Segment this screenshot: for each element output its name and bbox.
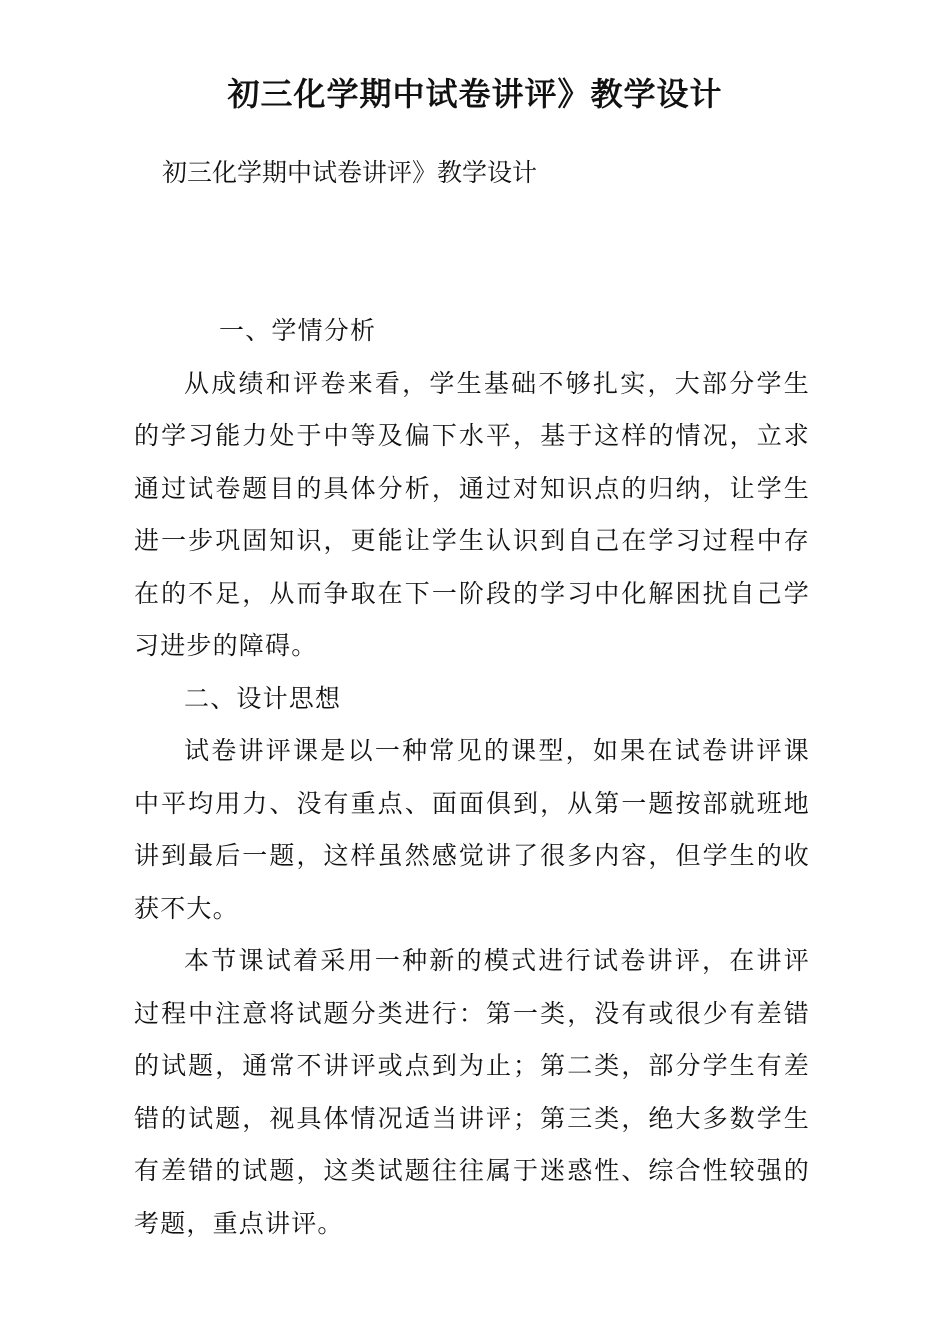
document-subtitle: 初三化学期中试卷讲评》教学设计 bbox=[162, 158, 538, 187]
paragraph-design-idea-1: 试卷讲评课是以一种常见的课型，如果在试卷讲评课中平均用力、没有重点、面面俱到，从第一题按部就班地讲到最后一题，这样虽然感觉讲了很多内容，但学生的收获不大。 bbox=[134, 736, 810, 923]
section-heading-student-analysis: 一、学情分析 bbox=[219, 316, 377, 345]
document-body bbox=[134, 305, 810, 1250]
document-title: 初三化学期中试卷讲评》教学设计 bbox=[227, 75, 723, 113]
paragraph-student-analysis: 从成绩和评卷来看，学生基础不够扎实，大部分学生的学习能力处于中等及偏下水平，基于这样的情况，立求通过试卷题目的具体分析，通过对知识点的归纳，让学生进一步巩固知识，更能让学生认识到自己在学习过程中存在的不足，从而争取在下一阶段的学习中化解困扰自己学习进步的障碍。 bbox=[134, 368, 810, 660]
paragraph-design-idea-2: 本节课试着采用一种新的模式进行试卷讲评，在讲评过程中注意将试题分类进行：第一类，没有或很少有差错的试题，通常不讲评或点到为止；第二类，部分学生有差错的试题，视具体情况适当讲评；第三类，绝大多数学生有差错的试题，这类试题往往属于迷惑性、综合性较强的考题，重点讲评。 bbox=[134, 946, 810, 1238]
section-heading-design-idea: 二、设计思想 bbox=[184, 683, 342, 713]
